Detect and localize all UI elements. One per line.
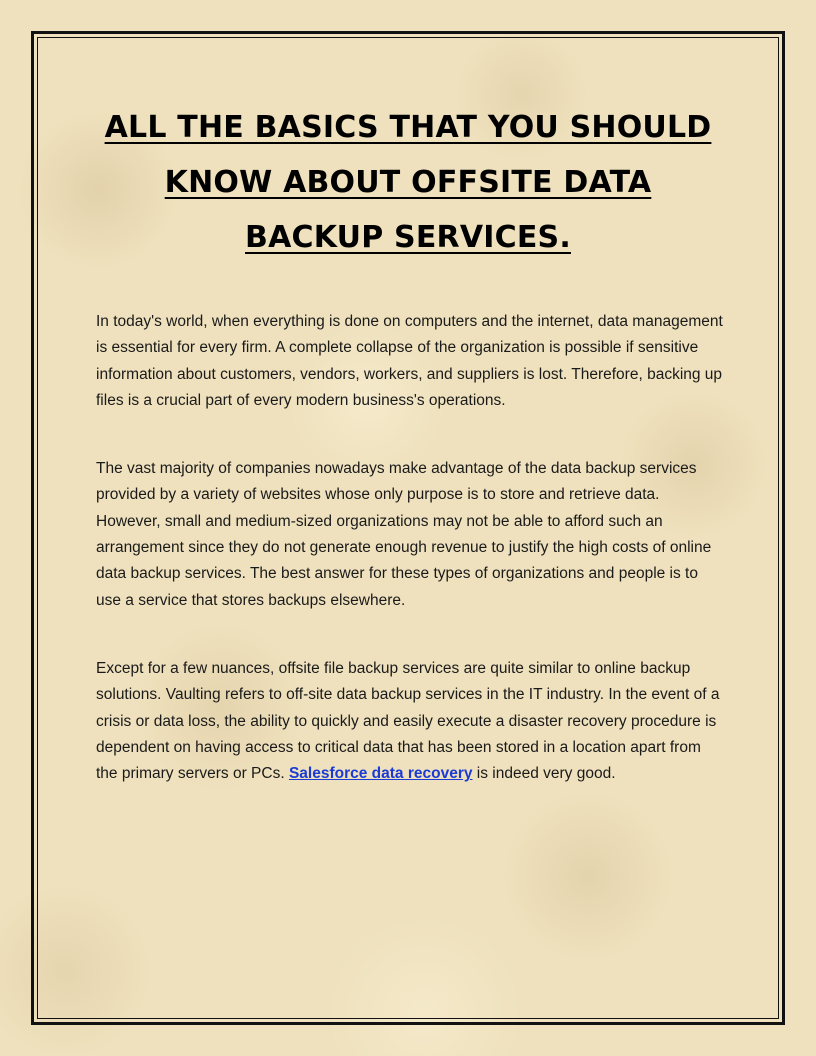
title-line-2: KNOW ABOUT OFFSITE DATA	[164, 165, 652, 200]
paragraph-offsite	[96, 656, 724, 787]
article-body	[96, 309, 724, 787]
page-title	[60, 100, 756, 265]
salesforce-data-recovery-link[interactable]: Salesforce data recovery	[288, 765, 473, 783]
paragraph-intro: In today's world, when everything is done on computers and the internet, data management is essential for every firm. A complete collapse of the organization is possible if sensitive information about customers, vendors, workers, and suppliers is lost. Therefore, backing up files is a crucial part of every modern business's operations.	[96, 313, 723, 409]
paragraph-offsite-tail: is indeed very good.	[476, 765, 616, 783]
title-line-3: BACKUP SERVICES.	[245, 220, 571, 255]
paragraph-companies: The vast majority of companies nowadays make advantage of the data backup services provided by a variety of websites whose only purpose is to store and retrieve data. However, small and medium-sized organizations may not be able to afford such an arrangement since they do not generate enough revenue to justify the high costs of online data backup services. The best answer for these types of organizations and people is to use a service that stores backups elsewhere.	[96, 460, 712, 609]
title-line-1: ALL THE BASICS THAT YOU SHOULD	[104, 110, 712, 145]
paragraph-offsite-text: Except for a few nuances, offsite file backup services are quite similar to online backup solutions. Vaulting refers to off-site data backup services in the IT industry. In the event of a crisis or data loss, the ability to quickly and easily execute a disaster recovery procedure is dependent on having access to critical data that has been stored in a location apart from the primary servers or PCs.	[96, 659, 720, 783]
